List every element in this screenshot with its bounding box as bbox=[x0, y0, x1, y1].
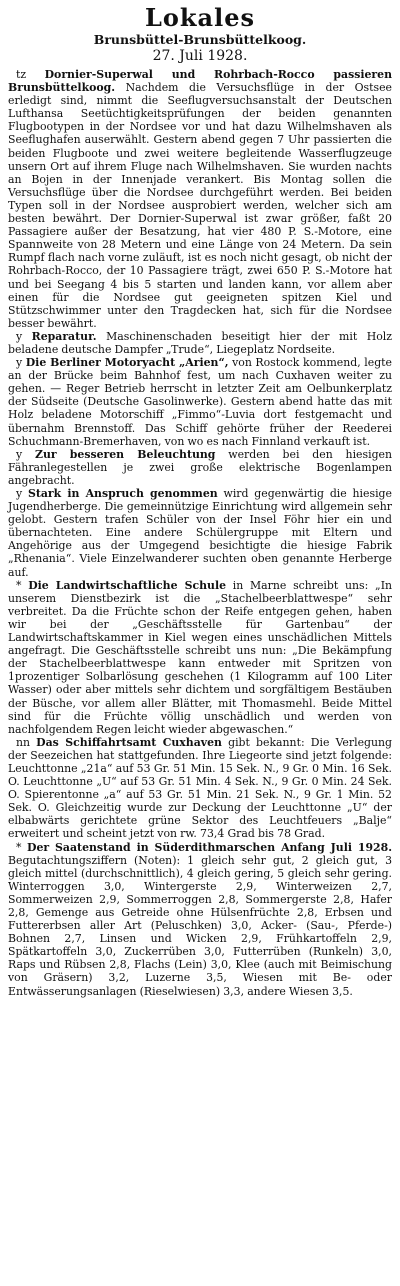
article-marker: * bbox=[16, 578, 29, 592]
article-marker: y bbox=[16, 356, 26, 370]
article-headline: Dornier-Superwal und Rohrbach-Rocco passieren Brunsbüttelkoog. bbox=[8, 68, 392, 95]
article-marker: tz bbox=[16, 68, 45, 81]
article-marker: y bbox=[16, 329, 32, 343]
article-agricultural-school bbox=[8, 579, 392, 736]
article-body: gibt bekannt: Die Verlegung der Seezeichen hat stattgefunden. Ihre Liegeorte sind jetzt folgende: Leuchttonne „21a“ auf 53 Gr. 51 Min. 15 Sek. N., 9 Gr. 0 Min. 16 Sek. O. Leuchttonne „U“ auf 53 Gr. 51 Min. 4 Sek. N., 9 Gr. 0 Min. 24 Sek. O. Spierentonne „a“ auf 53 Gr. 51 Min. 21 Sek. N., 9 Gr. 1 Min. 52 Sek. O. Gleichzeitig wurde zur Deckung der Leuchttonne „U“ der elbabwärts gerichtete grüne Sektor des Leuchtfeuers „Balje“ erweitert und scheint jetzt von rw. 73,4 Grad bis 78 Grad. bbox=[8, 735, 392, 841]
article-body: Nachdem die Versuchsflüge in der Ostsee erledigt sind, nimmt die Seeflugversuchsanstalt der Deutschen Lufthansa Seetüchtigkeitsprüfungen der beiden genannten Flugbootypen in der Nordsee vor und hat dazu Wilhelmshaven als Seeflughafen auserwählt. Gestern abend gegen 7 Uhr passierten die beiden Flugboote und zwei weitere begleitende Wasserflugzeuge unsern Ort auf ihrem Fluge nach Wilhelmshaven. Sie wurden nachts an Bojen in der Innenjade verankert. Bis Montag sollen die Versuchsflüge über die Nordsee durchgeführt werden. Bei beiden Typen soll in der Nordsee ausprobiert werden, welcher sich am besten bewährt. Der Dornier-Superwal ist zwar größer, faßt 20 Passagiere außer der Besatzung, hat vier 480 P. S.-Motore, eine Spannweite von 28 Metern und eine Länge von 24 Metern. Da sein Rumpf flach nach vorne zuläuft, ist es noch nicht gesagt, ob nicht der Rohrbach-Rocco, der 10 Passagiere trägt, zwei 650 P. S.-Motore hat und bei Seegang 4 bis 5 starten und landen kann, vor allem aber einen für die Nordsee gut geeigneten spitzen Kiel und Stützschwimmer unter den Tragdecken hat, sich für die Nordsee besser bewährt. bbox=[8, 81, 392, 330]
article-body: werden bei den hiesigen Fähranlegestellen je zwei große elektrische Bogenlampen angebracht. bbox=[8, 447, 392, 487]
article-marker: nn bbox=[16, 735, 37, 749]
dateline-date: 27. Juli 1928. bbox=[152, 48, 248, 64]
article-crop-status bbox=[8, 841, 392, 998]
article-marker: * bbox=[16, 840, 28, 854]
article-shipping-office bbox=[8, 736, 392, 841]
dateline-place: Brunsbüttel-Brunsbüttelkoog. bbox=[93, 32, 307, 47]
article-body: wird gegenwärtig die hiesige Jugendherberge. Die gemeinnützige Einrichtung wird allgemein sehr gelobt. Gestern trafen Schüler von der Insel Föhr hier ein und übernachteten. Eine andere Schülergruppe mit Eltern und Angehörige aus der Umgegend besichtigte die hiesige Fabrik „Rhenania“. Viele Einzelwanderer suchten oben genannte Herberge auf. bbox=[8, 487, 392, 579]
article-headline: Stark in Anspruch genommen bbox=[27, 487, 218, 500]
article-repair bbox=[8, 330, 392, 356]
article-headline: Zur besseren Beleuchtung bbox=[35, 447, 216, 461]
article-body: von Rostock kommend, legte an der Brücke beim Bahnhof fest, um nach Cuxhaven weiter zu gehen. — Reger Betrieb herrscht in letzter Zeit am Oelbunkerplatz der Südseite (Deutsche Gasolinwerke). Gestern abend hatte das mit Holz beladene Motorschiff „Fimmo“-Luvia dort festgemacht und übernahm Brennstoff. Das Schiff gehörte früher der Reederei Schuchmann-Bremerhaven, von wo es nach Finnland verkauft ist. bbox=[8, 356, 392, 448]
article-headline: Reparatur. bbox=[31, 329, 97, 343]
article-marker: y bbox=[16, 447, 35, 461]
article-headline: Der Saatenstand in Süderdithmarschen Anfang Juli 1928. bbox=[27, 840, 392, 854]
article-headline: Die Berliner Motoryacht „Arien“, bbox=[25, 356, 229, 370]
section-title: Lokales bbox=[145, 3, 255, 32]
article-headline: Das Schiffahrtsamt Cuxhaven bbox=[36, 735, 222, 749]
article-lighting bbox=[8, 448, 392, 487]
article-headline: Die Landwirtschaftliche Schule bbox=[28, 578, 227, 592]
article-marker: y bbox=[16, 487, 28, 500]
article-flying-boats bbox=[8, 68, 392, 330]
article-youth-hostel bbox=[8, 487, 392, 579]
article-body: Begutachtungsziffern (Noten): 1 gleich sehr gut, 2 gleich gut, 3 gleich mittel (durchschnittlich), 4 gleich gering, 5 gleich sehr gering. Winterroggen 3,0, Wintergerste 2,9, Winterweizen 2,7, Sommerweizen 2,9, Sommerroggen 2,8, Sommergerste 2,8, Hafer 2,8, Gemenge aus Getreide ohne Hülsenfrüchte 2,8, Erbsen und Futtererbsen aller Art (Peluschken) 3,0, Acker- (Sau-, Pferde-) Bohnen 2,7, Linsen und Wicken 2,9, Frühkartoffeln 2,9, Spätkartoffeln 3,0, Zuckerrüben 3,0, Futterrüben (Runkeln) 3,0, Raps und Rübsen 2,8, Flachs (Lein) 3,0, Klee (auch mit Beimischung von Gräsern) 3,2, Luzerne 3,5, Wiesen mit Be- oder Entwässerungsanlagen (Rieselwiesen) 3,3, andere Wiesen 3,5. bbox=[8, 853, 392, 998]
article-body: in Marne schreibt uns: „In unserem Dienstbezirk ist die „Stachelbeerblattwespe“ sehr verbreitet. Da die Früchte schon der Reife entgegen gehen, haben wir bei der „Geschäftsstelle für Gartenbau“ der Landwirtschaftskammer in Kiel wegen eines unschädlichen Mittels angefragt. Die Geschäftsstelle schreibt uns nun: „Die Bekämpfung der Stachelbeerblattwespe kann entweder mit Spritzen von 1prozentiger Solbarlösung geschehen (1 Kilogramm auf 100 Liter Wasser) oder aber mittels sehr dichtem und sorgfältigem Bestäuben der Büsche, vor allem aller Blätter, mit Thomasmehl. Beide Mittel sind für die Früchte völlig unschädlich und werden von nachfolgendem Regen leicht wieder abgewaschen.“ bbox=[8, 578, 393, 736]
article-motor-yacht bbox=[8, 356, 392, 448]
article-body: Maschinenschaden beseitigt hier der mit Holz beladene deutsche Dampfer „Trude“, Liegeplatz Nordseite. bbox=[8, 329, 392, 356]
